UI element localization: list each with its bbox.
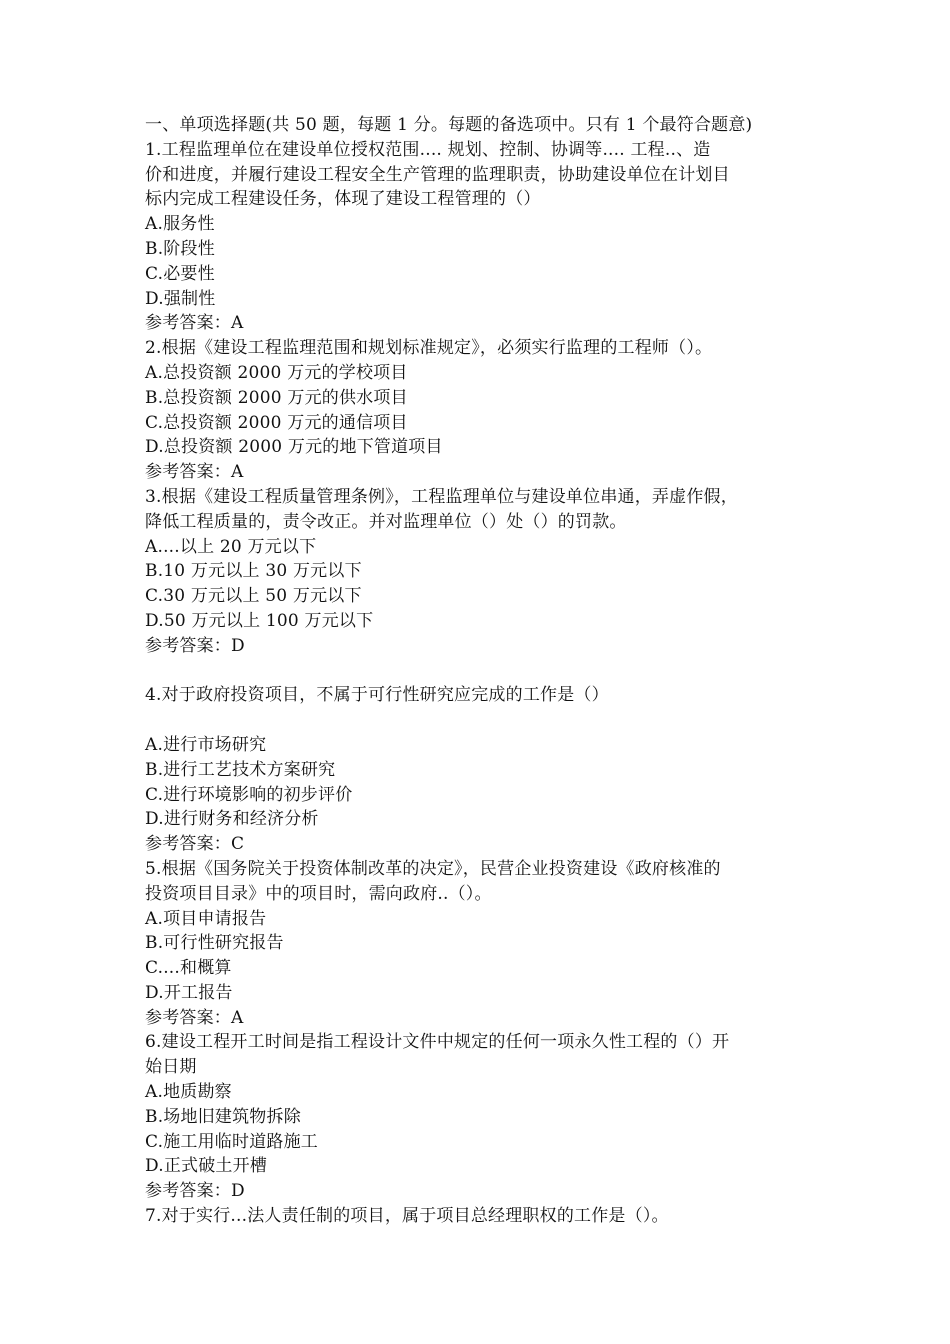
question-stem-line: 始日期 (145, 1057, 197, 1078)
question-3 (145, 485, 825, 659)
option-c: C.进行环境影响的初步评价 (145, 784, 353, 805)
question-stem-line: 3.根据《建设工程质量管理条例》，工程监理单位与建设单位串通，弄虚作假， (145, 486, 738, 507)
option-d: D.强制性 (145, 288, 216, 309)
option-d: D.总投资额 2000 万元的地下管道项目 (145, 437, 443, 458)
question-7 (145, 1204, 825, 1229)
document-page (145, 113, 825, 1229)
option-b: B.阶段性 (145, 238, 215, 259)
option-b: B.进行工艺技术方案研究 (145, 759, 336, 780)
question-stem-line: 1.工程监理单位在建设单位授权范围.... 规划、控制、协调等.... 工程..、造 (145, 139, 711, 160)
option-c: C.施工用临时道路施工 (145, 1131, 319, 1152)
question-2 (145, 336, 825, 485)
option-b: B.可行性研究报告 (145, 933, 284, 954)
question-stem-line: 价和进度，并履行建设工程安全生产管理的监理职责，协助建设单位在计划目 (145, 164, 730, 185)
option-d: D.开工报告 (145, 982, 233, 1003)
option-a: A.总投资额 2000 万元的学校项目 (145, 362, 408, 383)
option-a: A.进行市场研究 (145, 734, 267, 755)
option-d: D.50 万元以上 100 万元以下 (145, 610, 374, 631)
option-c: C.总投资额 2000 万元的通信项目 (145, 412, 408, 433)
question-stem-line: 投资项目目录》中的项目时，需向政府..（）。 (145, 883, 492, 904)
question-6 (145, 1030, 825, 1204)
question-stem-line: 降低工程质量的，责令改正。并对监理单位（）处（）的罚款。 (145, 511, 627, 532)
option-d: D.进行财务和经济分析 (145, 809, 319, 830)
reference-answer: 参考答案：C (145, 834, 245, 855)
option-a: A....以上 20 万元以下 (145, 536, 317, 557)
option-b: B.场地旧建筑物拆除 (145, 1106, 301, 1127)
reference-answer: 参考答案：A (145, 1007, 244, 1028)
option-b: B.10 万元以上 30 万元以下 (145, 561, 362, 582)
question-stem-line: 5.根据《国务院关于投资体制改革的决定》，民营企业投资建设《政府核准的 (145, 858, 721, 879)
option-a: A.项目申请报告 (145, 908, 267, 929)
question-4 (145, 683, 825, 857)
option-d: D.正式破土开槽 (145, 1156, 268, 1177)
question-stem-line: 7.对于实行...法人责任制的项目，属于项目总经理职权的工作是（）。 (145, 1206, 669, 1227)
reference-answer: 参考答案：A (145, 462, 244, 483)
section-header: 一、单项选择题(共 50 题，每题 1 分。每题的备选项中。只有 1 个最符合题意) (145, 115, 753, 135)
question-stem-line: 6.建设工程开工时间是指工程设计文件中规定的任何一项永久性工程的（）开 (145, 1032, 730, 1053)
option-b: B.总投资额 2000 万元的供水项目 (145, 387, 408, 408)
question-1 (145, 138, 825, 336)
question-stem-line: 2.根据《建设工程监理范围和规划标准规定》，必须实行监理的工程师（）。 (145, 338, 713, 359)
option-c: C.30 万元以上 50 万元以下 (145, 586, 362, 607)
reference-answer: 参考答案：A (145, 313, 244, 334)
option-c: C....和概算 (145, 958, 232, 979)
option-a: A.服务性 (145, 214, 215, 235)
reference-answer: 参考答案：D (145, 635, 245, 656)
option-a: A.地质勘察 (145, 1082, 232, 1103)
question-5 (145, 857, 825, 1031)
question-stem-line: 标内完成工程建设任务，体现了建设工程管理的（） (145, 189, 541, 210)
option-c: C.必要性 (145, 263, 215, 284)
reference-answer: 参考答案：D (145, 1181, 245, 1202)
question-stem-line: 4.对于政府投资项目，不属于可行性研究应完成的工作是（） (145, 685, 609, 706)
